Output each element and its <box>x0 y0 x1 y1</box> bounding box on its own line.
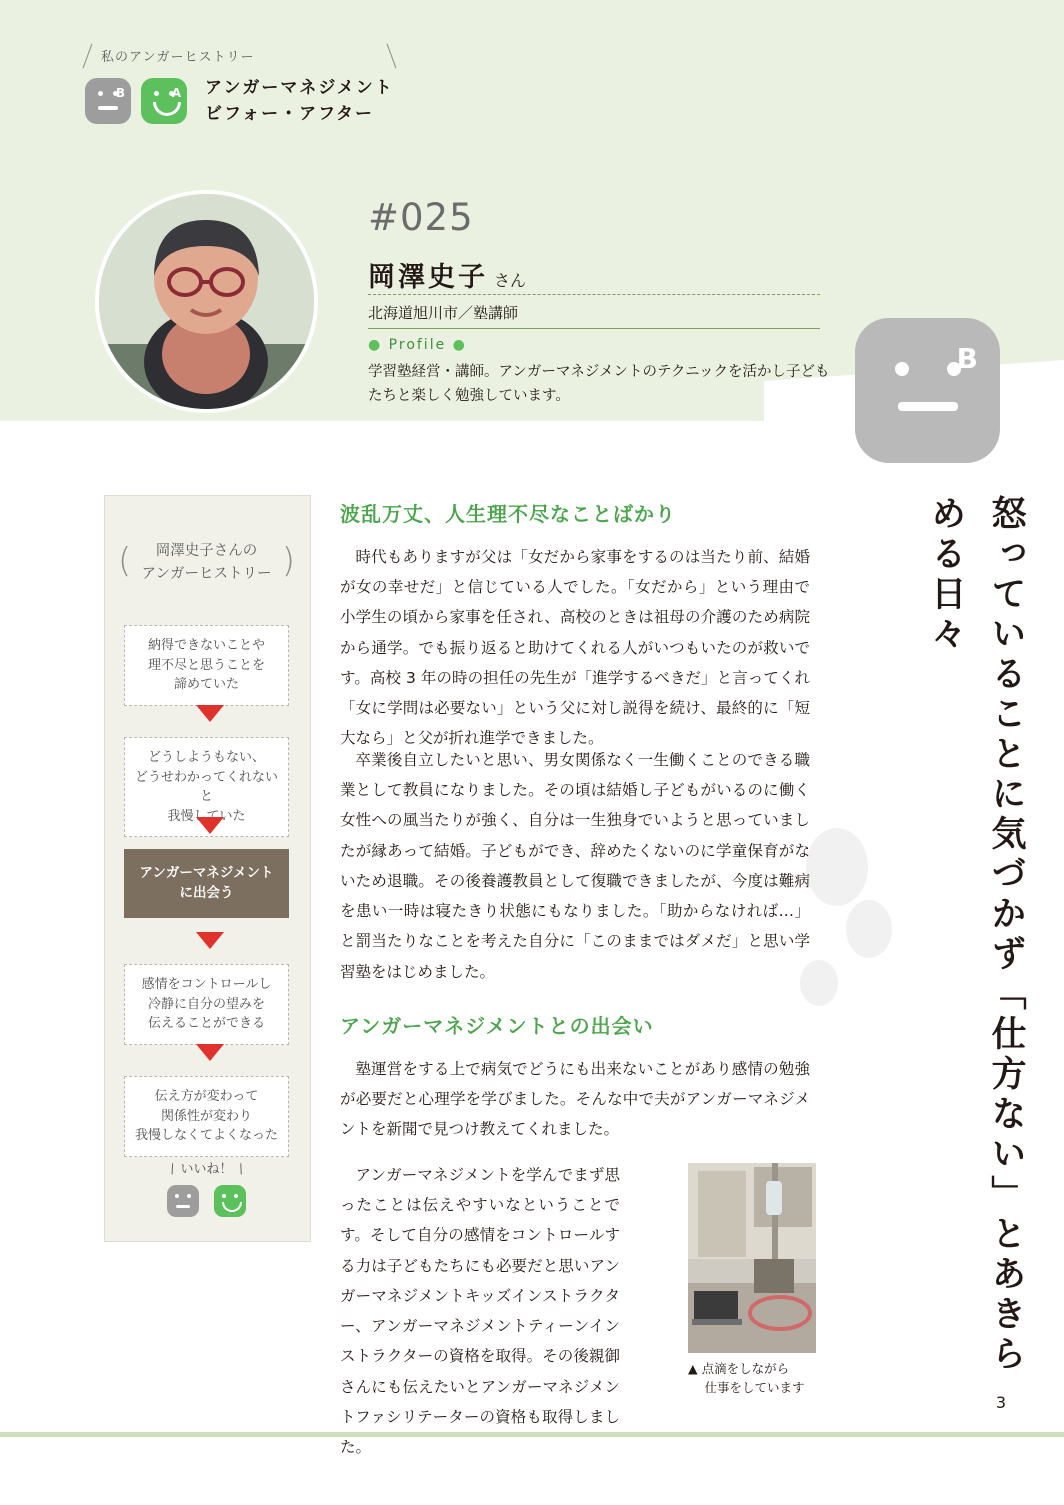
vertical-headline: 怒っていることに気づかず「仕方ない」とあきらめる日々 <box>925 495 1026 1375</box>
chip-after-letter: A <box>171 86 181 101</box>
flow-step-4: 感情をコントロールし 冷静に自分の望みを 伝えることができる <box>124 964 289 1045</box>
flow-arrow-3-icon <box>196 932 224 949</box>
bracket-left: ( <box>118 541 132 581</box>
like-chip-after-icon <box>214 1185 246 1217</box>
header-kicker: 私のアンガーヒストリー <box>85 46 394 65</box>
header-title <box>205 75 394 128</box>
like-chips <box>104 1185 309 1217</box>
header <box>85 46 394 128</box>
profile-name-row <box>368 255 818 294</box>
location-divider <box>368 328 820 329</box>
flow-arrow-1-icon <box>196 705 224 722</box>
flow-step-2: どうしようもない、 どうせわかってくれないと 我慢していた <box>124 737 289 837</box>
chip-after-icon <box>141 78 187 124</box>
flow-arrow-4-icon <box>196 1044 224 1061</box>
bullet-icon: ● <box>368 337 383 353</box>
like-label-row <box>104 1158 309 1177</box>
flow-step-5: 伝え方が変わって 関係性が変わり 我慢しなくてよくなった <box>124 1076 289 1157</box>
profile-label-row <box>368 337 467 353</box>
section-1-heading: 波乱万丈、人生理不尽なことばかり <box>340 502 676 526</box>
issue-number: #025 <box>368 196 474 239</box>
flow-title <box>104 540 309 586</box>
header-title-line2: ビフォー・アフター <box>205 104 374 125</box>
profile-name-suffix: さん <box>494 271 527 290</box>
flow-step-3: アンガーマネジメント に出会う <box>124 849 289 918</box>
decor-blob-1 <box>806 828 868 906</box>
header-title-line1: アンガーマネジメント <box>205 78 394 98</box>
flow-title-line1: 岡澤史子さんの <box>155 543 258 559</box>
name-divider <box>368 294 820 295</box>
page-number: 3 <box>995 1393 1006 1412</box>
flow-arrow-2-icon <box>196 817 224 834</box>
profile-text: 学習塾経営・講師。アンガーマネジメントのテクニックを活かし子どもたちと楽しく勉強しています。 <box>368 364 830 404</box>
work-photo <box>688 1163 816 1353</box>
profile-location: 北海道旭川市／塾講師 <box>368 304 519 322</box>
section-1-paragraph-1: 時代もありますが父は「女だから家事をするのは当たり前、結婚が女の幸せだ」と信じている人でした。「女だから」という理由で小学生の頃から家事を任され、高校のときは祖母の介護のため病院から通学。でも振り返ると助けてくれる人がいつもいたのが救いです。高校 3 年の時の担任の先生が「進学するべきだ」と言ってくれ「女に学問は必要ない」という父に対し説得を続け、最終的に「短大なら」と父が折れ進学できました。 <box>340 548 810 748</box>
profile-label: Profile <box>388 337 447 353</box>
section-2-heading: アンガーマネジメントとの出会い <box>340 1014 654 1038</box>
big-badge-letter: B <box>956 342 978 375</box>
chip-before-icon <box>85 78 131 124</box>
bullet-icon-2: ● <box>452 337 467 353</box>
section-2-paragraph-1: 塾運営をする上で病気でどうにも出来ないことがあり感情の勉強が必要だと心理学を学びました。そんな中で夫がアンガーマネジメントを新聞で見つけ教えてくれました。 <box>340 1060 810 1139</box>
bracket-right: ) <box>281 541 295 581</box>
like-chip-before-icon <box>167 1185 199 1217</box>
big-before-badge-icon <box>855 318 1000 463</box>
header-logo-row <box>85 75 394 128</box>
flow-title-line2: アンガーヒストリー <box>141 566 272 583</box>
section-2-paragraph-2: アンガーマネジメントを学んでまず思ったことは伝えやすいなということです。そして自分の感情をコントロールする力は子どもたちにも必要だと思いアンガーマネジメントキッズインストラクター、アンガーマネジメントティーンインストラクターの資格を取得。その後親御さんにも伝えたいとアンガーマネジメントファシリテーターの資格も取得しました。 <box>340 1166 620 1456</box>
chip-before-letter: B <box>115 86 125 101</box>
footer-rule <box>0 1432 1064 1437</box>
profile-name: 岡澤史子 <box>368 262 488 293</box>
like-slash-right: / <box>236 1161 246 1178</box>
photo-caption: ▲ 点滴をしながら 仕事をしています <box>688 1361 805 1395</box>
like-label: いいね！ <box>180 1162 233 1177</box>
section-1-paragraph-2: 卒業後自立したいと思い、男女関係なく一生働くことのできる職業として教員になりました。その頃は結婚し子どもがいるのに働く女性への風当たりが強く、自分は一生独身でいようと思っていましたが縁あって結婚。子どもができ、辞めたくないのに学童保育がないため退職。その後養護教員として復職できましたが、今度は難病を患い一時は寝たきり状態にもなりました。「助からなければ…」と罰当たりなことを考えた自分に「このままではダメだ」と思い学習塾をはじめました。 <box>340 751 810 981</box>
profile-photo <box>95 190 318 413</box>
like-slash-left: \ <box>167 1161 177 1178</box>
flow-step-1: 納得できないことや 理不尽と思うことを 諦めていた <box>124 625 289 706</box>
